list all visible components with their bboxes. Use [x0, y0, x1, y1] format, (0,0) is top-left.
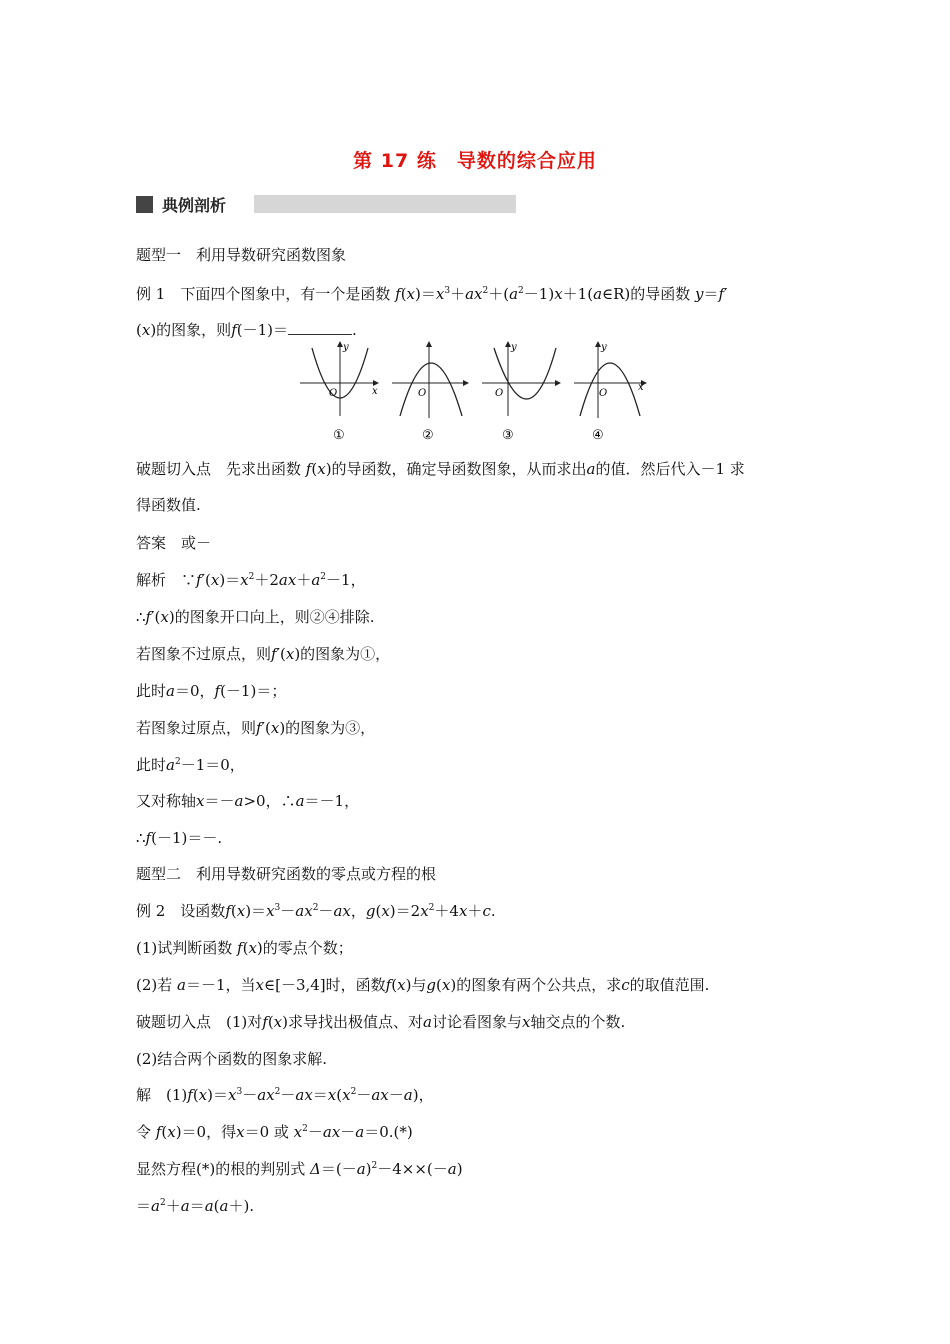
- answer-line: 答案 或－: [136, 534, 212, 552]
- graph-label-2: ②: [422, 428, 434, 443]
- solution-line8: ∴f(－1)＝－.: [136, 829, 223, 847]
- hint2-line2: (2)结合两个函数的图象求解.: [136, 1050, 328, 1068]
- question2-line: (2)若 a＝－1，当x∈[－3,4]时，函数f(x)与g(x)的图象有两个公共点，求c的取值范围.: [136, 976, 710, 994]
- origin-label: O: [329, 388, 338, 399]
- svg-text:O: O: [495, 388, 504, 399]
- solution-line4: 此时a＝0，f(－1)＝；: [136, 682, 287, 700]
- axis-y-label: y: [343, 342, 349, 353]
- solution-line6: 此时$a^2-1=0$，: [136, 756, 245, 774]
- solution2-line2: 令 f(x)＝0，得x＝0 或 $x^2-ax-a=0.(*)$: [136, 1123, 413, 1141]
- answer-blank: [288, 320, 352, 335]
- question1-line: (1)试判断函数 f(x)的零点个数；: [136, 939, 353, 957]
- type2-heading: 题型二 利用导数研究函数的零点或方程的根: [136, 865, 437, 883]
- hint1-line1: 破题切入点 先求出函数 f(x)的导函数，确定导函数图象，从而求出a的值．然后代入－1 求: [136, 460, 745, 478]
- hint1-line2: 得函数值.: [136, 496, 201, 514]
- graph-1: [300, 342, 378, 443]
- solution2-line3: 显然方程(*)的根的判别式 $\Delta=(-a)^2-4\times\times(-a)$: [136, 1160, 463, 1178]
- example1-line2: (x)的图象，则f(－1)＝ .: [136, 321, 357, 339]
- hint2-line1: 破题切入点 (1)对f(x)求导找出极值点、对a讨论看图象与x轴交点的个数.: [136, 1013, 626, 1031]
- svg-text:y: y: [511, 342, 517, 353]
- graph-label-4: ④: [592, 428, 604, 443]
- svg-text:x: x: [638, 382, 644, 393]
- example2-line: 例 2 设函数$f(x)=x^3-ax^2-ax$，$g(x)=2x^2+4x+c$.: [136, 902, 496, 920]
- section-divider-bar: [254, 195, 516, 213]
- graph-label-3: ③: [502, 428, 514, 443]
- solution-line1: 解析 $\because f'(x)=x^2+2ax+a^2-1$，: [136, 571, 366, 589]
- graph-4: [574, 342, 646, 443]
- svg-text:O: O: [599, 388, 608, 399]
- svg-text:y: y: [601, 342, 607, 353]
- four-graphs-figure: [298, 338, 650, 446]
- solution-line2: ∴f′(x)的图象开口向上，则②④排除.: [136, 608, 375, 626]
- graph-label-1: ①: [333, 428, 345, 443]
- type1-heading: 题型一 利用导数研究函数图象: [136, 246, 347, 264]
- axis-x-label: x: [372, 386, 378, 397]
- graph-3: [482, 342, 560, 443]
- solution2-line1: 解 $(1)f(x)=x^3-ax^2-ax=x(x^2-ax-a)$，: [136, 1086, 434, 1104]
- page-title: 第 17 练 导数的综合应用: [353, 150, 597, 172]
- solution-line5: 若图象过原点，则f′(x)的图象为③，: [136, 719, 376, 737]
- solution-line7: 又对称轴x＝－a>0，∴a＝－1，: [136, 792, 360, 810]
- solution2-line4: $=a^2+a=a(a+)$.: [136, 1197, 255, 1215]
- example1-line1: 例 1 下面四个图象中，有一个是函数 $f(x)=x^3+ax^2+(a^2-1)x+1(a\in R)$的导函数 y＝f′: [136, 285, 728, 303]
- section-square-icon: [136, 196, 153, 213]
- solution-line3: 若图象不过原点，则f′(x)的图象为①，: [136, 645, 391, 663]
- section-heading: 典例剖析: [162, 195, 227, 215]
- svg-text:O: O: [418, 388, 427, 399]
- section-header: [136, 193, 226, 215]
- graph-2: [392, 342, 468, 443]
